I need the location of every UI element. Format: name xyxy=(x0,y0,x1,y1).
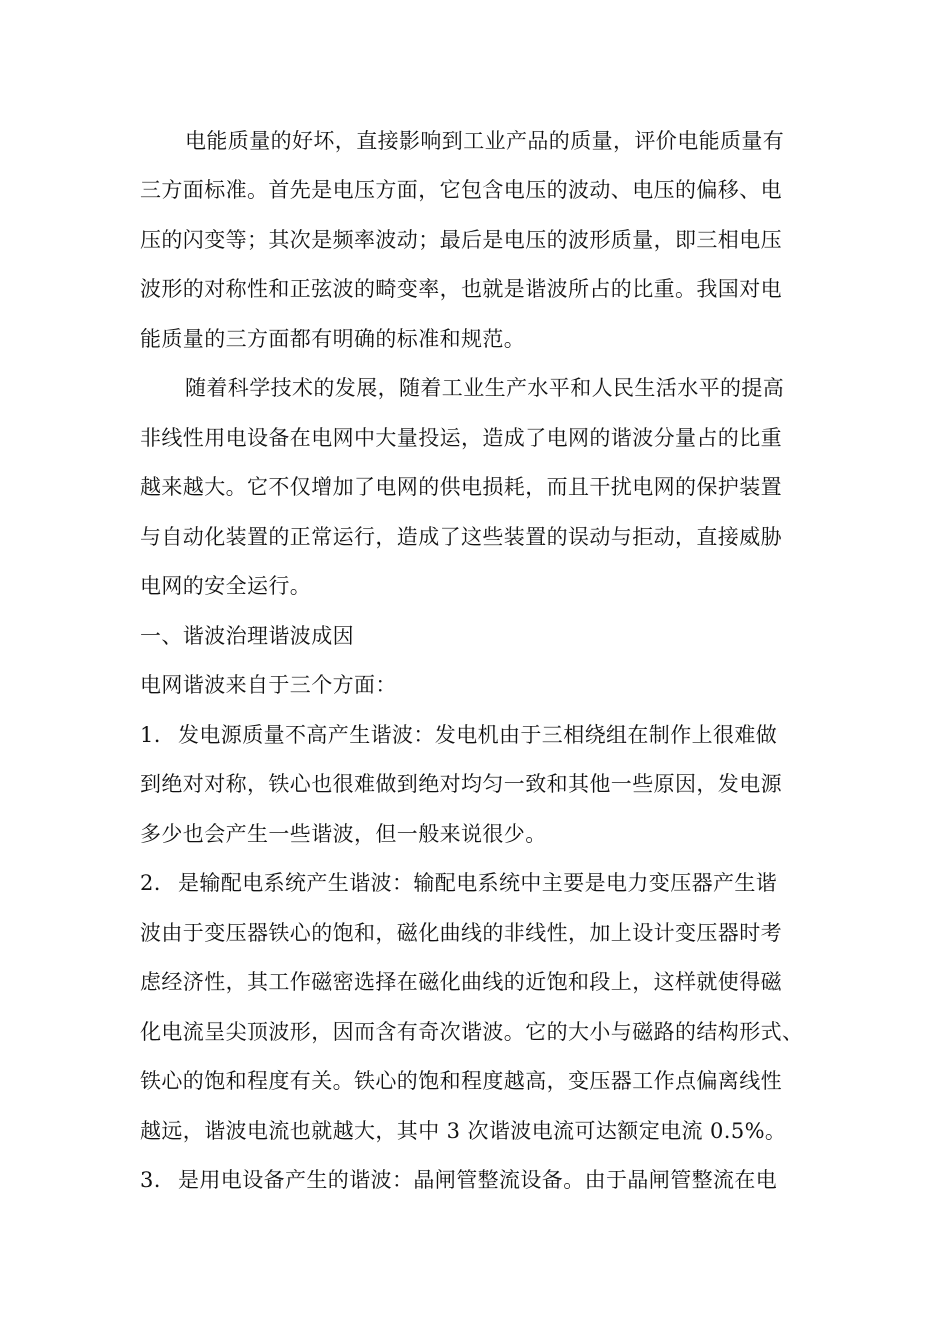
paragraph-1-line-3: 压的闪变等；其次是频率波动；最后是电压的波形质量，即三相电压 xyxy=(140,228,782,252)
list-item-3-line-1 xyxy=(140,1165,777,1195)
list-item-3-number: 3. xyxy=(140,1168,161,1192)
list-item-2-line-5: 铁心的饱和程度有关。铁心的饱和程度越高，变压器工作点偏离线性 xyxy=(140,1069,782,1093)
intro-line: 电网谐波来自于三个方面： xyxy=(140,673,397,697)
list-item-1-line-1 xyxy=(140,720,777,750)
list-item-2-line-1 xyxy=(140,868,777,898)
list-item-1-line-3: 多少也会产生一些谐波，但一般来说很少。 xyxy=(140,822,547,846)
list-item-2-line-4: 化电流呈尖顶波形，因而含有奇次谐波。它的大小与磁路的结构形式、 xyxy=(140,1020,804,1044)
paragraph-2-line-3: 越来越大。它不仅增加了电网的供电损耗，而且干扰电网的保护装置 xyxy=(140,475,782,499)
list-item-2-number: 2. xyxy=(140,871,161,895)
list-item-1-line-2: 到绝对对称，铁心也很难做到绝对均匀一致和其他一些原因，发电源 xyxy=(140,772,782,796)
paragraph-2-line-2: 非线性用电设备在电网中大量投运，造成了电网的谐波分量占的比重 xyxy=(140,426,782,450)
list-item-1-text: 发电源质量不高产生谐波：发电机由于三相绕组在制作上很难做 xyxy=(178,723,778,747)
paragraph-1-line-1: 电能质量的好坏，直接影响到工业产品的质量，评价电能质量有 xyxy=(185,129,785,153)
paragraph-2-line-1: 随着科学技术的发展，随着工业生产水平和人民生活水平的提高 xyxy=(185,376,785,400)
paragraph-2-line-5: 电网的安全运行。 xyxy=(140,574,312,598)
section-heading: 一、谐波治理谐波成因 xyxy=(140,624,354,648)
paragraph-1-line-2: 三方面标准。首先是电压方面，它包含电压的波动、电压的偏移、电 xyxy=(140,178,782,202)
paragraph-2-line-4: 与自动化装置的正常运行，造成了这些装置的误动与拒动，直接威胁 xyxy=(140,525,782,549)
list-item-2-text: 是输配电系统产生谐波：输配电系统中主要是电力变压器产生谐 xyxy=(178,871,778,895)
list-item-3-text: 是用电设备产生的谐波：晶闸管整流设备。由于晶闸管整流在电 xyxy=(178,1168,778,1192)
list-item-2-line-6: 越远，谐波电流也就越大，其中 3 次谐波电流可达额定电流 0.5%。 xyxy=(140,1119,787,1143)
list-item-2-line-3: 虑经济性，其工作磁密选择在磁化曲线的近饱和段上，这样就使得磁 xyxy=(140,970,782,994)
paragraph-1-line-5: 能质量的三方面都有明确的标准和规范。 xyxy=(140,327,526,351)
paragraph-1-line-4: 波形的对称性和正弦波的畸变率，也就是谐波所占的比重。我国对电 xyxy=(140,277,782,301)
list-item-1-number: 1. xyxy=(140,723,161,747)
list-item-2-line-2: 波由于变压器铁心的饱和，磁化曲线的非线性，加上设计变压器时考 xyxy=(140,921,782,945)
